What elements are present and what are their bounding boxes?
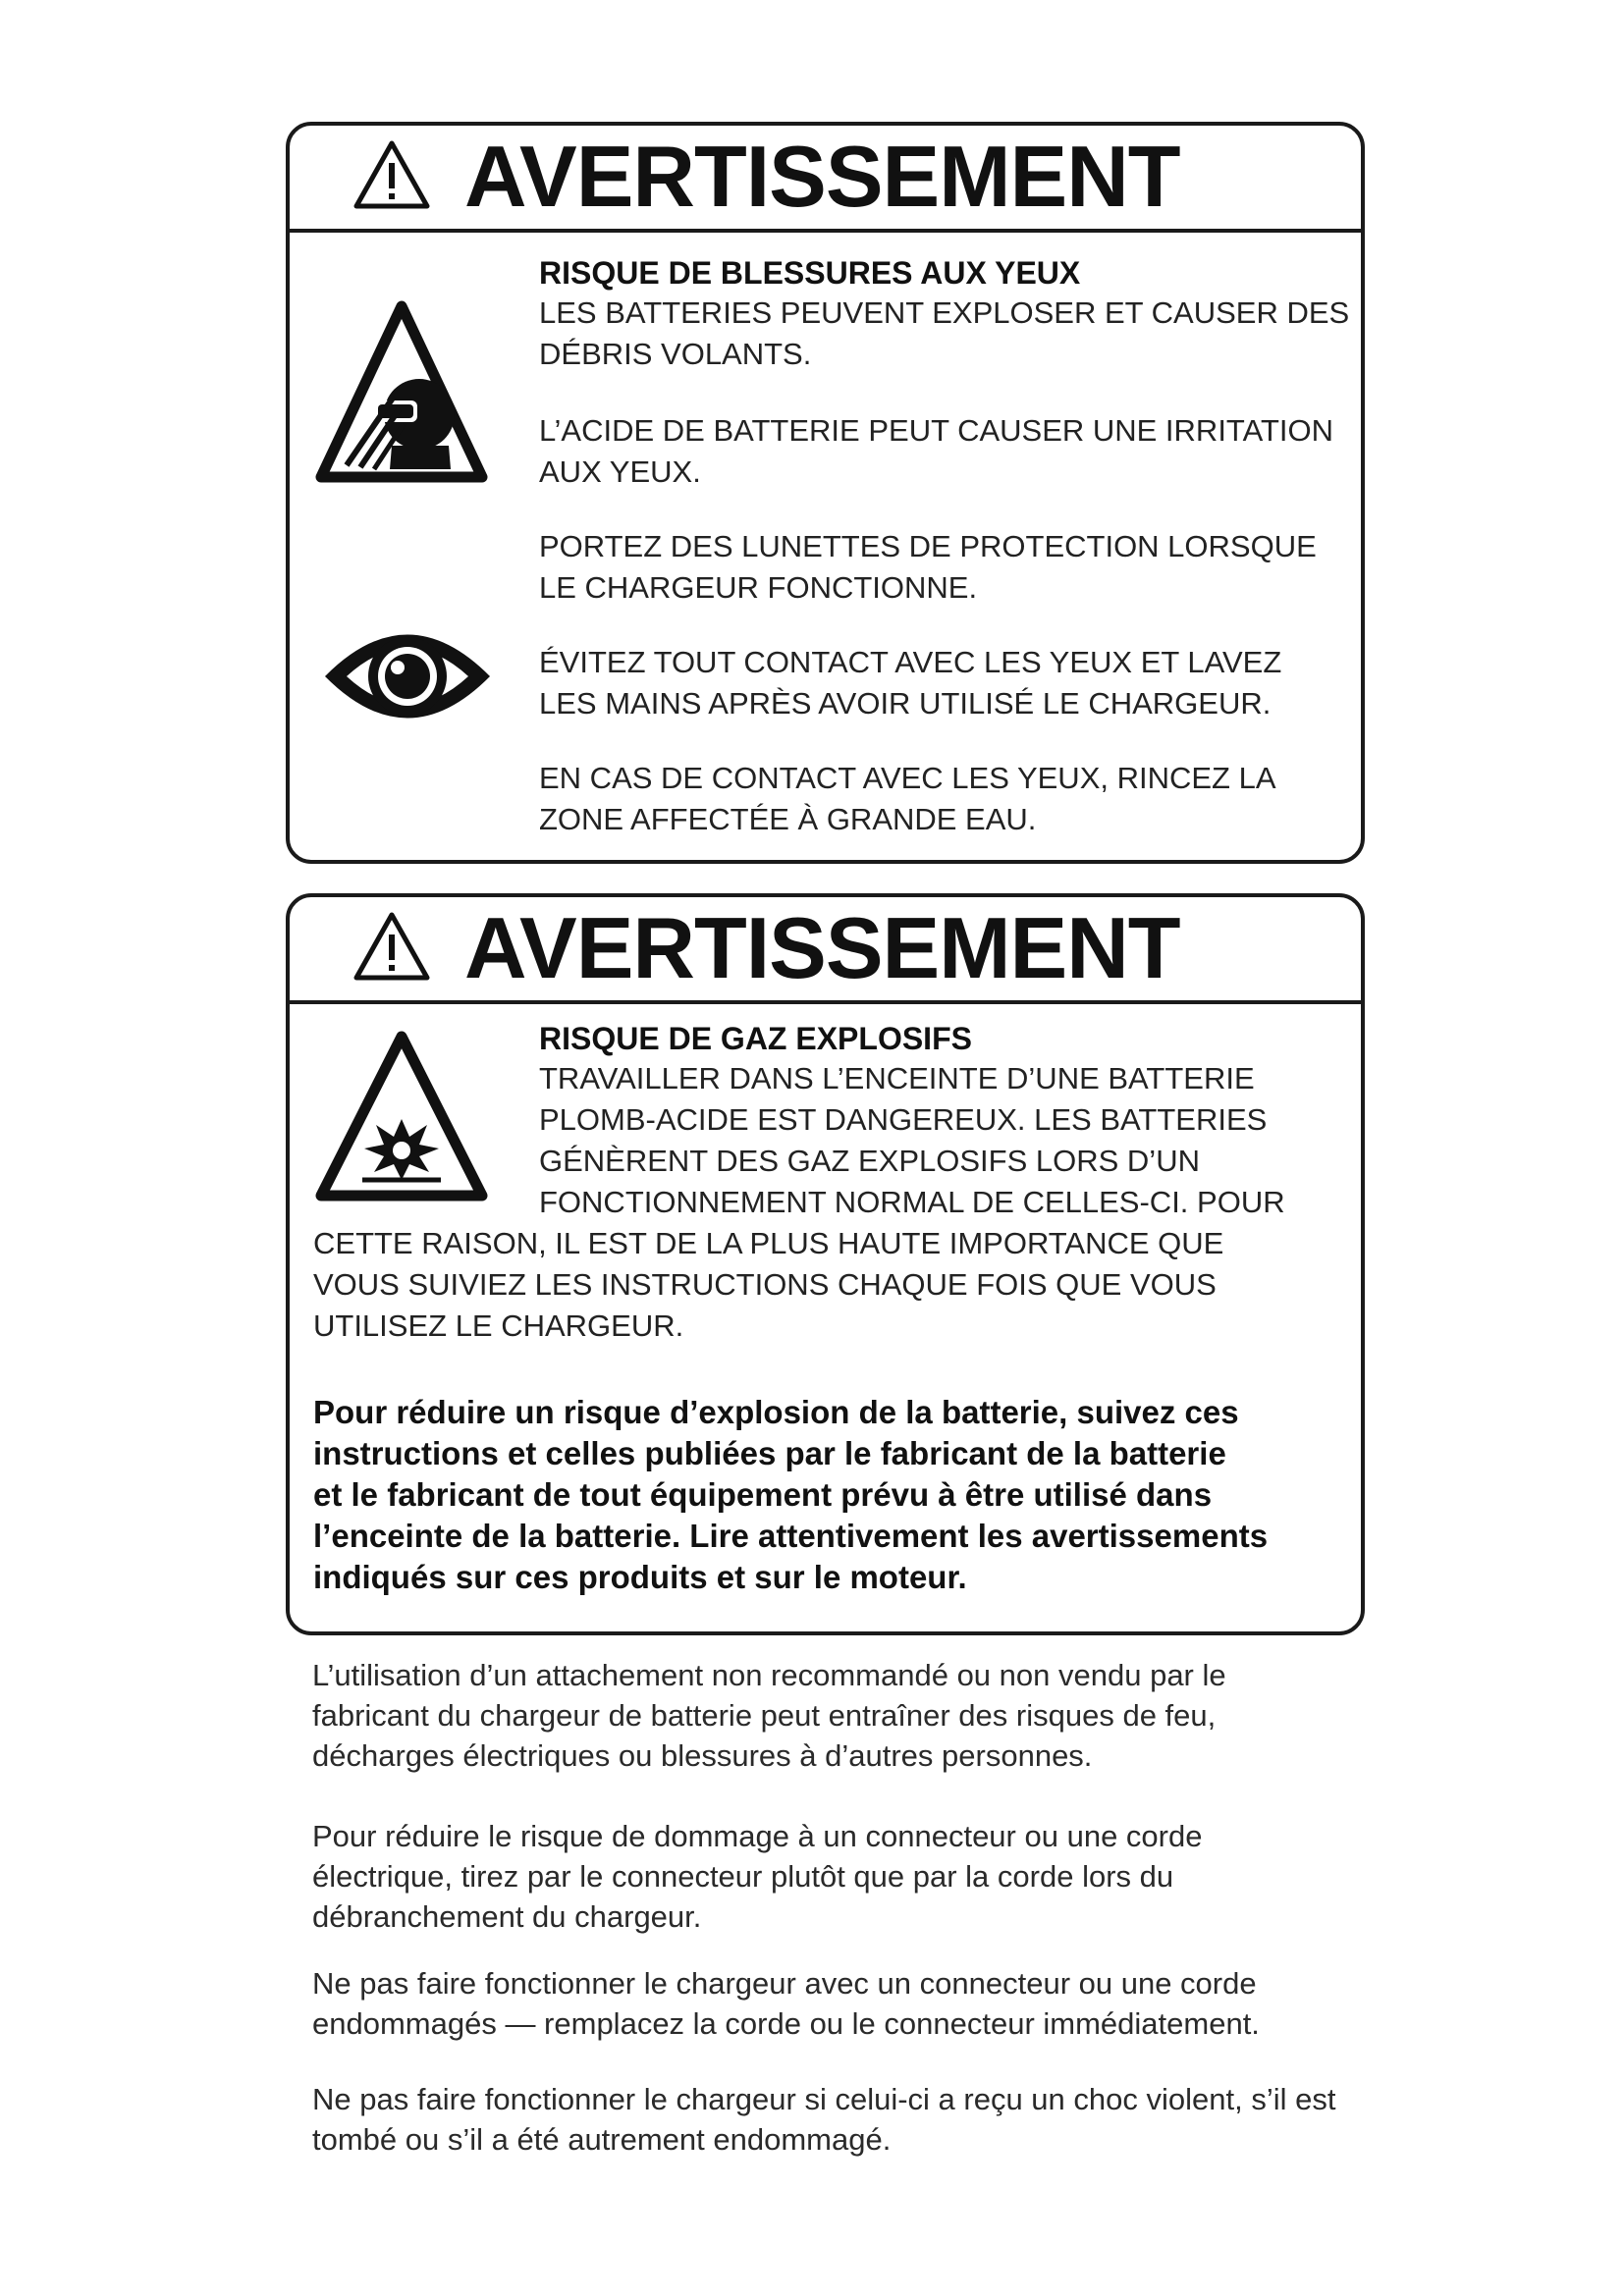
body-paragraph: Ne pas faire fonctionner le chargeur avec un connecteur ou une corde endommagés — remplacez la corde ou le connecteur immédiatement.: [312, 1966, 1260, 2041]
body-paragraph: Pour réduire le risque de dommage à un connecteur ou une corde électrique, tirez par le connecteur plutôt que par la corde lors du débranchement du chargeur.: [312, 1819, 1203, 1934]
warning-paragraph: LES BATTERIES PEUVENT EXPLOSER ET CAUSER DES DÉBRIS VOLANTS.: [539, 295, 1350, 371]
explosion-hazard-icon: [313, 1029, 490, 1205]
warning-paragraph: EN CAS DE CONTACT AVEC LES YEUX, RINCEZ LA ZONE AFFECTÉE À GRANDE EAU.: [539, 761, 1276, 836]
body-paragraph: Ne pas faire fonctionner le chargeur si celui-ci a reçu un choc violent, s’il est tombé ou s’il a été autrement endommagé.: [312, 2082, 1336, 2157]
warning-paragraph: CETTE RAISON, IL EST DE LA PLUS HAUTE IMPORTANCE QUE VOUS SUIVIEZ LES INSTRUCTIONS CHAQUE FOIS QUE VOUS UTILISEZ LE CHARGEUR.: [313, 1226, 1224, 1343]
warning-box-eye-injury: [286, 122, 1365, 864]
warning-paragraph: TRAVAILLER DANS L’ENCEINTE D’UNE BATTERIE PLOMB-ACIDE EST DANGEREUX. LES BATTERIES GÉNÈRENT DES GAZ EXPLOSIFS LORS D’UN FONCTIONNEMENT NORMAL DE CELLES-CI. POUR: [539, 1061, 1285, 1219]
warning-bold-paragraph: Pour réduire un risque d’explosion de la batterie, suivez ces instructions et celles publiées par le fabricant de la batterie et le fabricant de tout équipement prévu à être utilisé dans l’enceinte de la batterie. Lire attentivement les avertissements indiqués sur ces produits et sur le moteur.: [313, 1394, 1269, 1595]
hazard-heading: RISQUE DE GAZ EXPLOSIFS: [539, 1021, 972, 1056]
warning-header: [290, 897, 1361, 1004]
hazard-heading: RISQUE DE BLESSURES AUX YEUX: [539, 255, 1081, 291]
warning-paragraph: L’ACIDE DE BATTERIE PEUT CAUSER UNE IRRITATION AUX YEUX.: [539, 413, 1333, 489]
warning-triangle-icon: [352, 139, 431, 210]
warning-title: AVERTISSEMENT: [464, 128, 1180, 225]
warning-box-explosive-gas: [286, 893, 1365, 1635]
eye-hazard-goggles-icon: [313, 298, 490, 485]
warning-paragraph: ÉVITEZ TOUT CONTACT AVEC LES YEUX ET LAVEZ LES MAINS APRÈS AVOIR UTILISÉ LE CHARGEUR.: [539, 645, 1282, 721]
warning-title: AVERTISSEMENT: [464, 899, 1180, 996]
body-paragraph: L’utilisation d’un attachement non recommandé ou non vendu par le fabricant du chargeur de batterie peut entraîner des risques de feu, décharges électriques ou blessures à d’autres personnes.: [312, 1658, 1226, 1773]
warning-paragraph: PORTEZ DES LUNETTES DE PROTECTION LORSQUE LE CHARGEUR FONCTIONNE.: [539, 529, 1317, 605]
warning-header: [290, 126, 1361, 233]
eye-icon: [319, 613, 496, 740]
warning-triangle-icon: [352, 911, 431, 982]
